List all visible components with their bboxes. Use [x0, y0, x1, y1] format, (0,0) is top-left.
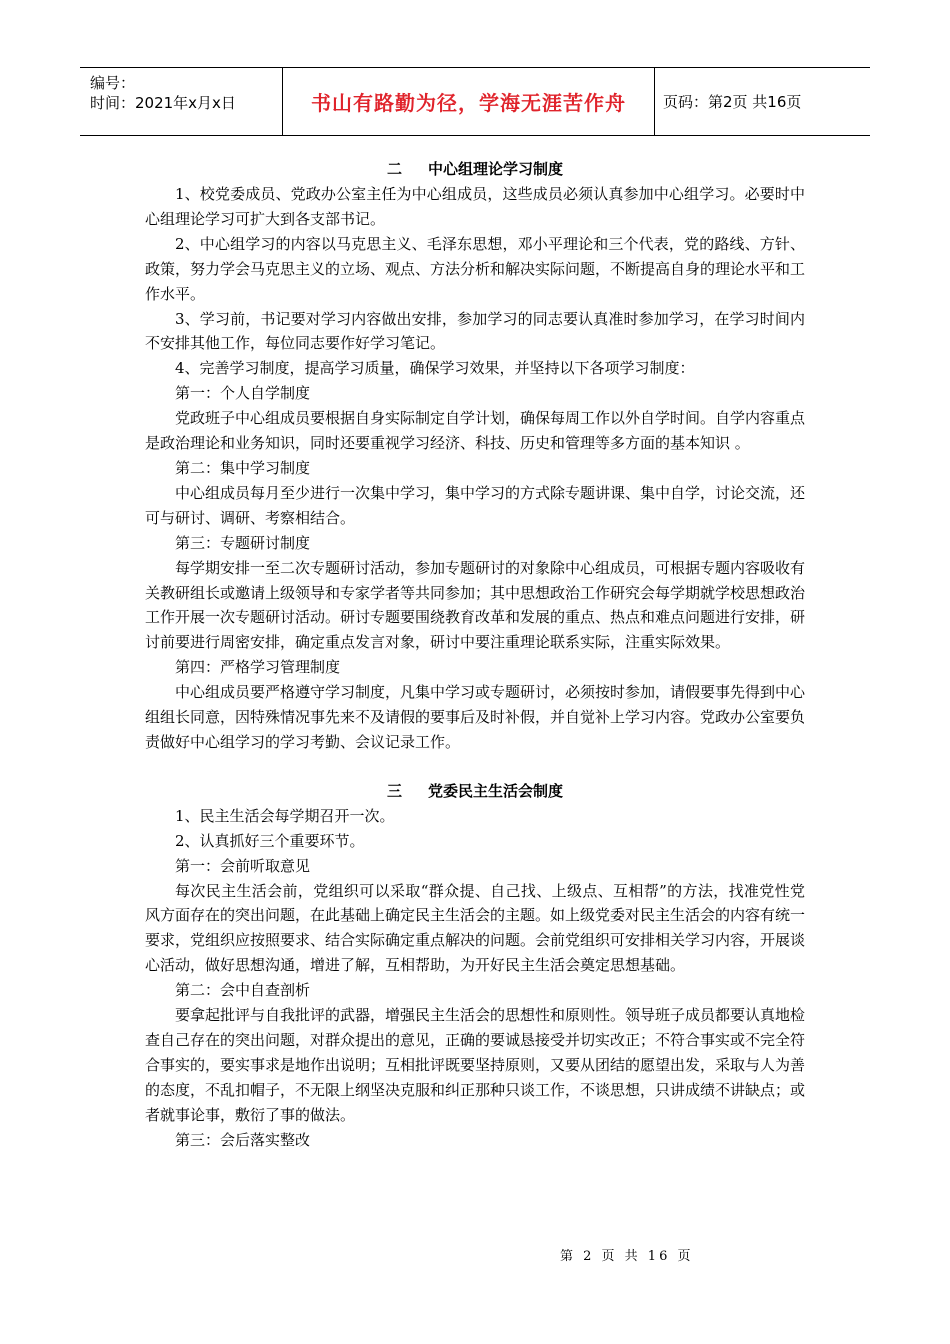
document-header — [80, 67, 870, 136]
document-body — [145, 156, 805, 1153]
section-title — [145, 778, 805, 804]
paragraph: 第四：严格学习管理制度 — [175, 658, 341, 677]
paragraph: 2、认真抓好三个重要环节。 — [175, 831, 365, 850]
section-title-text: 中心组理论学习制度 — [428, 160, 564, 178]
section-number: 三 — [386, 781, 402, 800]
paragraph: 第三：专题研讨制度 — [175, 533, 311, 552]
paragraph: 第二：集中学习制度 — [175, 458, 311, 477]
section-title — [145, 156, 805, 182]
paragraph: 2、中心组学习的内容以马克思主义、毛泽东思想，邓小平理论和三个代表，党的路线、方针、政策，努力学会马克思主义的立场、观点、方法分析和解决实际问题，不断提高自身的理论水平和工作水平。 — [145, 234, 806, 303]
paragraph: 中心组成员要严格遵守学习制度，凡集中学习或专题研讨，必须按时参加，请假要事先得到中心组组长同意，因特殊情况事先来不及请假的要事后及时补假，并自觉补上学习内容。党政办公室要负责做好中心组学习的学习考勤、会议记录工作。 — [145, 683, 806, 751]
date-label: 时间：2021年x月x日 — [90, 94, 236, 112]
header-meta — [80, 68, 283, 135]
page-footer: 第 2 页 共 16 页 — [560, 1249, 694, 1264]
paragraph: 党政班子中心组成员要根据自身实际制定自学计划，确保每周工作以外自学时间。自学内容重点是政治理论和业务知识，同时还要重视学习经济、科技、历史和管理等多方面的基本知识 。 — [145, 409, 806, 453]
section — [145, 156, 805, 755]
motto: 书山有路勤为径，学海无涯苦作舟 — [311, 91, 626, 115]
section-number: 二 — [386, 160, 402, 178]
page-number-label: 页码：第2页 共16页 — [663, 93, 802, 111]
paragraph: 第三：会后落实整改 — [175, 1130, 311, 1149]
section-spacer — [145, 755, 805, 778]
header-page-cell — [655, 68, 870, 135]
section — [145, 755, 805, 1153]
paragraph: 1、民主生活会每学期召开一次。 — [175, 806, 395, 825]
paragraph: 4、完善学习制度，提高学习质量，确保学习效果，并坚持以下各项学习制度： — [175, 359, 695, 378]
paragraph: 中心组成员每月至少进行一次集中学习，集中学习的方式除专题讲课、集中自学，讨论交流，还可与研讨、调研、考察相结合。 — [145, 483, 806, 527]
section-title-text: 党委民主生活会制度 — [428, 781, 564, 800]
paragraph: 要拿起批评与自我批评的武器，增强民主生活会的思想性和原则性。领导班子成员都要认真地检查自己存在的突出问题，对群众提出的意见，正确的要诚恳接受并切实改正；不符合事实或不完全符合事实的，要实事求是地作出说明；互相批评既要坚持原则，又要从团结的愿望出发，采取与人为善的态度，不乱扣帽子，不无限上纲坚决克服和纠正那种只谈工作，不谈思想，只讲成绩不讲缺点；或者就事论事，敷衍了事的做法。 — [145, 1006, 806, 1124]
paragraph: 1、校党委成员、党政办公室主任为中心组成员，这些成员必须认真参加中心组学习。必要时中心组理论学习可扩大到各支部书记。 — [145, 185, 805, 228]
paragraph: 第二：会中自查剖析 — [175, 981, 311, 1000]
paragraph: 第一：个人自学制度 — [175, 384, 311, 403]
header-motto-cell — [283, 68, 655, 135]
paragraph: 第一：会前听取意见 — [175, 856, 311, 875]
serial-number-label: 编号： — [90, 74, 136, 92]
paragraph: 每学期安排一至二次专题研讨活动，参加专题研讨的对象除中心组成员，可根据专题内容吸收有关教研组长或邀请上级领导和专家学者等共同参加；其中思想政治工作研究会每学期就学校思想政治工作开展一次专题研讨活动。研讨专题要围绕教育改革和发展的重点、热点和难点问题进行安排，研讨前要进行周密安排，确定重点发言对象，研讨中要注重理论联系实际，注重实际效果。 — [145, 558, 806, 652]
paragraph: 3、学习前，书记要对学习内容做出安排，参加学习的同志要认真准时参加学习，在学习时间内不安排其他工作，每位同志要作好学习笔记。 — [145, 309, 805, 353]
paragraph: 每次民主生活会前，党组织可以采取“群众提、自己找、上级点、互相帮”的方法，找准党性党风方面存在的突出问题，在此基础上确定民主生活会的主题。如上级党委对民主生活会的内容有统一要求，党组织应按照要求、结合实际确定重点解决的问题。会前党组织可安排相关学习内容，开展谈心活动，做好思想沟通，增进了解，互相帮助，为开好民主生活会奠定思想基础。 — [145, 881, 806, 975]
